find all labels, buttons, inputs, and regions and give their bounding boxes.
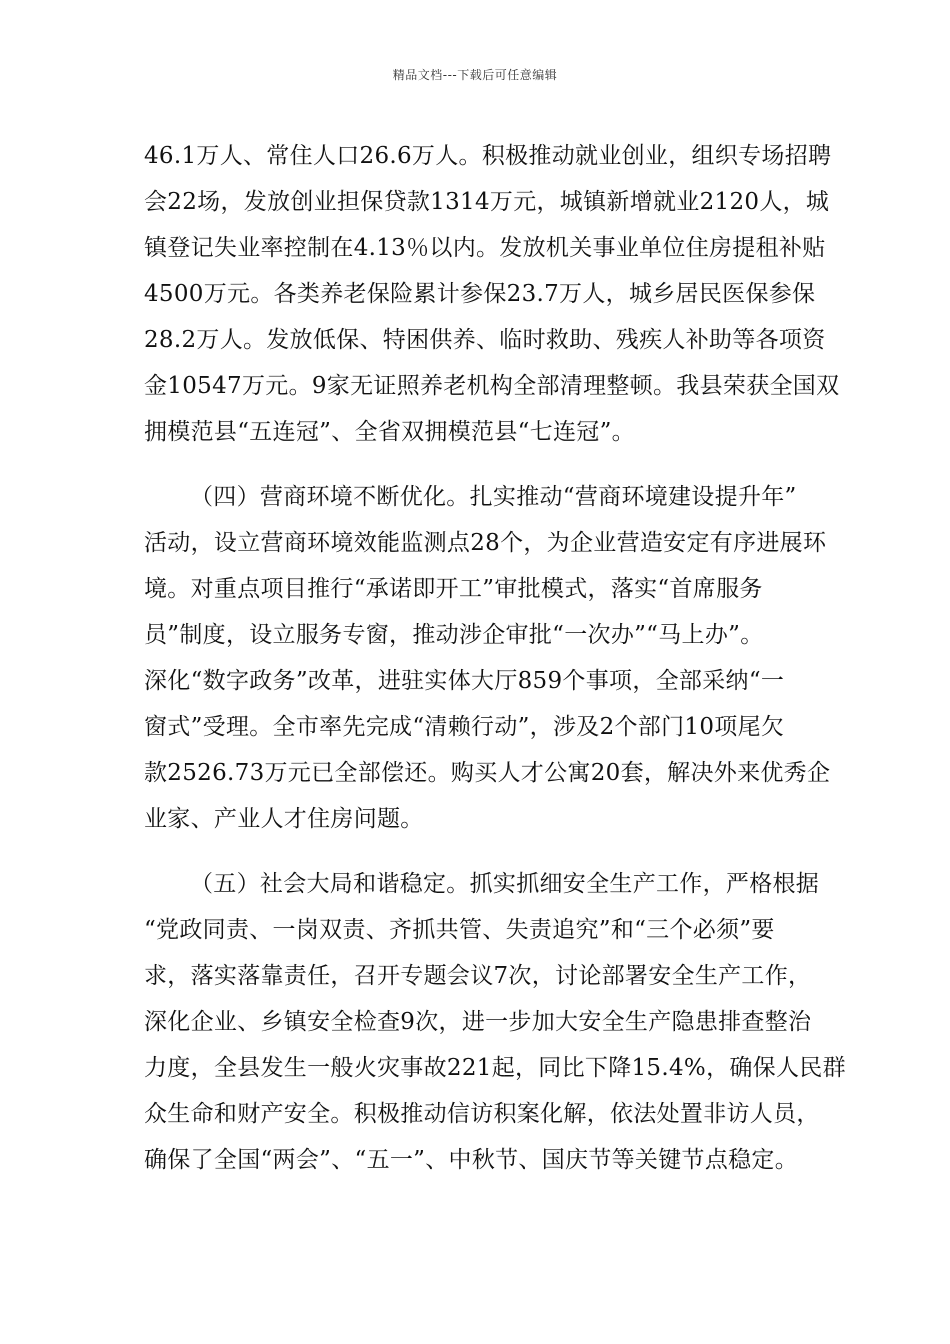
page-header: 精品文档---下载后可任意编辑: [392, 68, 558, 82]
body-line: 业家、产业人才住房问题。: [144, 806, 424, 832]
body-line: “党政同责、一岗双责、齐抓共管、失责追究”和“三个必须”要: [144, 917, 775, 943]
body-line: 4500万元。各类养老保险累计参保23.7万人，城乡居民医保参保: [144, 281, 816, 307]
body-line: 金10547万元。9家无证照养老机构全部清理整顿。我县荣获全国双: [144, 373, 840, 399]
body-line: 深化企业、乡镇安全检查9次，进一步加大安全生产隐患排查整治: [144, 1009, 812, 1035]
body-line: 境。对重点项目推行“承诺即开工”审批模式，落实“首席服务: [144, 576, 763, 602]
body-line: 活动，设立营商环境效能监测点28个，为企业营造安定有序进展环: [144, 530, 827, 556]
body-line: 窗式”受理。全市率先完成“清赖行动”，涉及2个部门10项尾欠: [144, 714, 785, 740]
body-line: 确保了全国“两会”、“五一”、中秋节、国庆节等关键节点稳定。: [144, 1147, 799, 1173]
paragraph-start-line: （四）营商环境不断优化。扎实推动“营商环境建设提升年”: [190, 484, 797, 510]
body-line: 会22场，发放创业担保贷款1314万元，城镇新增就业2120人，城: [144, 189, 830, 215]
paragraph-start-line: （五）社会大局和谐稳定。抓实抓细安全生产工作，严格根据: [190, 871, 820, 897]
body-line: 深化“数字政务”改革，进驻实体大厅859个事项，全部采纳“一: [144, 668, 785, 694]
body-line: 员”制度，设立服务专窗，推动涉企审批“一次办”“马上办”。: [144, 622, 764, 648]
body-line: 拥模范县“五连冠”、全省双拥模范县“七连冠”。: [144, 419, 635, 445]
body-line: 力度，全县发生一般火灾事故221起，同比下降15.4%，确保人民群: [144, 1055, 846, 1081]
body-line: 众生命和财产安全。积极推动信访积案化解，依法处置非访人员，: [144, 1101, 820, 1127]
body-line: 46.1万人、常住人口26.6万人。积极推动就业创业，组织专场招聘: [144, 143, 832, 169]
body-line: 28.2万人。发放低保、特困供养、临时救助、残疾人补助等各项资: [144, 327, 826, 353]
body-line: 求，落实落靠责任，召开专题会议7次，讨论部署安全生产工作，: [144, 963, 812, 989]
body-line: 镇登记失业率控制在4.13％以内。发放机关事业单位住房提租补贴: [144, 235, 826, 261]
body-line: 款2526.73万元已全部偿还。购买人才公寓20套，解决外来优秀企: [144, 760, 831, 786]
